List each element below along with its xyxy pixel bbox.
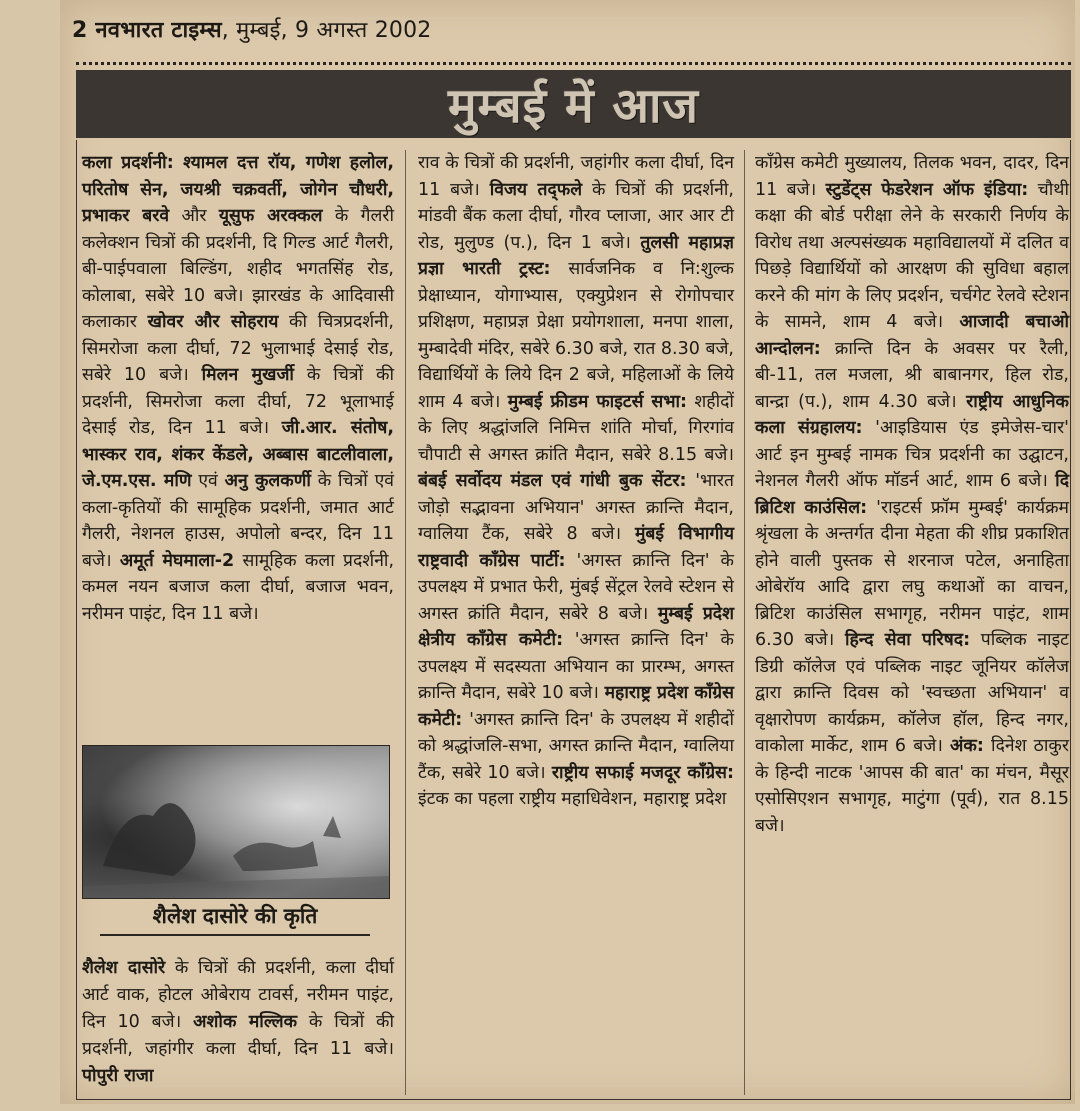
- listing-heading: शैलेश दासोरे: [82, 958, 166, 978]
- listing-text: के चित्रों की प्रदर्शनी, कला दीर्घा आर्ट वाक, होटल ओबेराय टावर्स, नरीमन पाइंट, दिन 10 बजे।: [82, 958, 394, 1032]
- dotted-divider: [76, 62, 1071, 65]
- listing-text: सामूहिक कला प्रदर्शनी, कमल नयन बजाज कला दीर्घा, बजाज भवन, नरीमन पाइंट, दिन 11 बजे।: [82, 550, 395, 624]
- listing-paragraph: [418, 150, 734, 813]
- listing-heading: राष्ट्रीय सफाई मजदूर कॉंग्रेस:: [551, 762, 734, 783]
- listing-text: 'आइडियास एंड इमेजेस-चार' आर्ट इन मुम्बई नामक चित्र प्रदर्शनी का उद्घाटन, नेशनल गैलरी ऑफ मॉडर्न आर्ट, शाम 6 बजे।: [755, 418, 1069, 491]
- artwork-photo: [82, 745, 390, 899]
- column-1-bottom: [82, 955, 394, 1090]
- listing-heading: जी.आर. संतोष, भास्कर राव, शंकर केंडले, अब्बास बाटलीवाला, जे.एम.एस. मणि: [82, 418, 394, 491]
- listing-text: के चित्रों एवं कला-कृतियों की सामूहिक प्रदर्शनी, जमात आर्ट गैलरी, नेशनल हाउस, अपोलो बन्दर, दिन 11 बजे।: [82, 471, 394, 571]
- listing-heading: विजय तद्फले: [489, 179, 583, 200]
- section-banner: [76, 70, 1071, 138]
- listing-text: के गैलरी कलेक्शन चित्रों की प्रदर्शनी, दि गिल्ड आर्ट गैलरी, बी-पाईपवाला बिल्डिंग, शहीद भगतसिंह रोड, कोलाबा, सबेरे 10 बजे। झारखंड के आदिवासी कलाकार: [82, 206, 394, 332]
- listing-text: के चित्रों की प्रदर्शनी, मांडवी बैंक कला दीर्घा, गौरव प्लाजा, आर आर टी रोड, मुलुण्ड (प.), दिन 1 बजे।: [418, 179, 734, 253]
- listing-text: सार्वजनिक व नि:शुल्क प्रेक्षाध्यान, योगाभ्यास, एक्युप्रेशन से रोगोपचार प्रशिक्षण, महाप्रज्ञ प्रेक्षा प्रयोगशाला, मनपा शाला, मुम्बादेवी मंदिर, सबेरे 6.30 बजे, रात 8.30 बजे, विद्यार्थियों के लिये दिन 2 बजे, महिलाओं के लिये शाम 4 बजे।: [418, 259, 734, 412]
- listing-text: दिनेश ठाकुर के हिन्दी नाटक 'आपस की बात' का मंचन, मैसूर एसोसिएशन सभागृह, माटुंगा (पूर्व), रात 8.15 बजे।: [755, 736, 1069, 836]
- listing-text: कॉंग्रेस कमेटी मुख्यालय, तिलक भवन, दादर, दिन 11 बजे।: [755, 153, 1069, 200]
- listing-heading: स्टुडेंट्स फेडरेशन ऑफ इंडिया:: [825, 179, 1029, 200]
- listing-heading: हिन्द सेवा परिषद:: [844, 630, 971, 650]
- listing-heading: महाराष्ट्र प्रदेश कॉंग्रेस कमेटी:: [418, 683, 734, 730]
- listing-text: इंटक का पहला राष्ट्रीय महाधिवेशन, महाराष्ट्र प्रदेश: [418, 789, 727, 809]
- listing-heading: राष्ट्रीय आधुनिक कला संग्रहालय:: [755, 391, 1069, 438]
- listing-heading: मिलन मुखर्जी: [201, 365, 294, 385]
- listing-text: और: [169, 206, 219, 226]
- listing-text: क्रान्ति दिन के अवसर पर रैली, बी-11, तल मजला, श्री बाबानगर, हिल रोड, बान्द्रा (प.), शाम 4.30 बजे।: [755, 338, 1069, 412]
- dateline: , मुम्बई, 9 अगस्त 2002: [221, 18, 432, 43]
- listing-heading: मुम्बई फ्रीडम फाइटर्स सभा:: [507, 391, 688, 412]
- listing-paragraph: [82, 150, 394, 627]
- listing-heading: अशोक मल्लिक: [193, 1012, 298, 1032]
- listing-heading: मुंबई विभागीय राष्ट्रवादी कॉंग्रेस पार्टी:: [418, 524, 734, 571]
- column-1-top: [82, 150, 394, 627]
- column-3: [755, 150, 1069, 839]
- listing-heading: दि ब्रिटिश काउंसिल:: [755, 471, 1069, 518]
- listing-text: 'भारत जोड़ो सद्भावना अभियान' अगस्त क्रान्ति मैदान, ग्वालिया टैंक, सबेरे 8 बजे।: [418, 471, 734, 544]
- listing-heading: तुलसी महाप्रज्ञ प्रज्ञा भारती ट्रस्ट:: [418, 232, 734, 279]
- section-title: मुम्बई में आज: [447, 77, 700, 134]
- listing-text: चौथी कक्षा की बोर्ड परीक्षा लेने के सरकारी निर्णय के विरोध तथा अल्पसंख्यक महाविद्यालयों में दलित व पिछड़े विद्यार्थियों को आरक्षण की सुविधा बहाल करने की मांग के लिए प्रदर्शन, चर्चगेट रेलवे स्टेशन के सामने, शाम 4 बजे।: [755, 179, 1069, 332]
- listing-text: 'अगस्त क्रान्ति दिन' के उपलक्ष्य में सदस्यता अभियान का प्रारम्भ, अगस्त क्रान्ति मैदान, सबेरे 10 बजे।: [418, 630, 734, 703]
- photo-caption: शैलेश दासोरे की कृति: [100, 902, 370, 936]
- column-divider: [744, 150, 745, 1095]
- listing-text: के चित्रों की प्रदर्शनी, सिमरोजा कला दीर्घा, 72 भूलाभाई देसाई रोड, दिन 11 बजे।: [82, 365, 394, 438]
- listing-paragraph: [82, 955, 394, 1090]
- listing-heading: मुम्बई प्रदेश क्षेत्रीय कॉंग्रेस कमेटी:: [418, 603, 734, 650]
- listing-text: एवं: [191, 471, 225, 491]
- listing-heading: आजादी बचाओ आन्दोलन:: [755, 312, 1069, 359]
- listing-text: 'अगस्त क्रान्ति दिन' के उपलक्ष्य में शहीदों को श्रद्धांजलि-सभा, अगस्त क्रान्ति मैदान, ग्वालिया टैंक, सबेरे 10 बजे।: [418, 709, 734, 783]
- listing-text: 'राइटर्स फ्रॉम मुम्बई' कार्यक्रम श्रृंखला के अन्तर्गत दीना मेहता की शीघ्र प्रकाशित होने वाली पुस्तक से शरनाज पटेल, अनाहिता ओबेरॉय आदि द्वारा लघु कथाओं का वाचन, ब्रिटिश काउंसिल सभागृह, नरीमन पाइंट, शाम 6.30 बजे।: [755, 497, 1069, 650]
- listing-heading: अमूर्त मेघमाला-2: [119, 550, 235, 571]
- column-2: [418, 150, 734, 813]
- listing-heading: यूसुफ अरक्कल: [218, 206, 323, 226]
- listing-heading: बंबई सर्वोदय मंडल एवं गांधी बुक सेंटर:: [418, 471, 687, 491]
- listing-heading: अंक:: [950, 736, 984, 756]
- listing-text: शहीदों के लिए श्रद्धांजलि निमित्त शांति मोर्चा, गिरगांव चौपाटी से अगस्त क्रांति मैदान, सबेरे 8.15 बजे।: [418, 391, 734, 465]
- listing-heading: अनु कुलकर्णी: [224, 471, 311, 491]
- page-number: 2: [72, 18, 88, 43]
- listing-text: के चित्रों की प्रदर्शनी, जहांगीर कला दीर्घा, दिन 11 बजे।: [82, 1012, 394, 1059]
- listing-text: की चित्रप्रदर्शनी, सिमरोजा कला दीर्घा, 72 भुलाभाई देसाई रोड, सबेरे 10 बजे।: [82, 312, 394, 385]
- listing-text: 'अगस्त क्रान्ति दिन' के उपलक्ष्य में प्रभात फेरी, मुंबई सेंट्रल रेलवे स्टेशन से अगस्त क्रांति मैदान, सबेरे 8 बजे।: [418, 550, 734, 624]
- column-divider: [405, 150, 406, 1095]
- listing-heading: पोपुरी राजा: [82, 1066, 154, 1086]
- listing-heading: खोवर और सोहराय: [147, 312, 279, 332]
- listing-text: पब्लिक नाइट डिग्री कॉलेज एवं पब्लिक नाइट जूनियर कॉलेज द्वारा क्रान्ति दिवस को 'स्वच्छता अभियान' व वृक्षारोपण कार्यक्रम, कॉलेज हॉल, हिन्द नगर, वाकोला मार्केट, शाम 6 बजे।: [755, 630, 1069, 756]
- listing-heading: कला प्रदर्शनी: श्यामल दत्त रॉय, गणेश हलोल, परितोष सेन, जयश्री चक्रवर्ती, जोगेन चौधरी, प्रभाकर बरवे: [82, 153, 394, 226]
- listing-paragraph: [755, 150, 1069, 839]
- masthead: [72, 14, 432, 44]
- paper-name: नवभारत टाइम्स: [95, 18, 222, 43]
- listing-text: राव के चित्रों की प्रदर्शनी, जहांगीर कला दीर्घा, दिन 11 बजे।: [418, 153, 734, 200]
